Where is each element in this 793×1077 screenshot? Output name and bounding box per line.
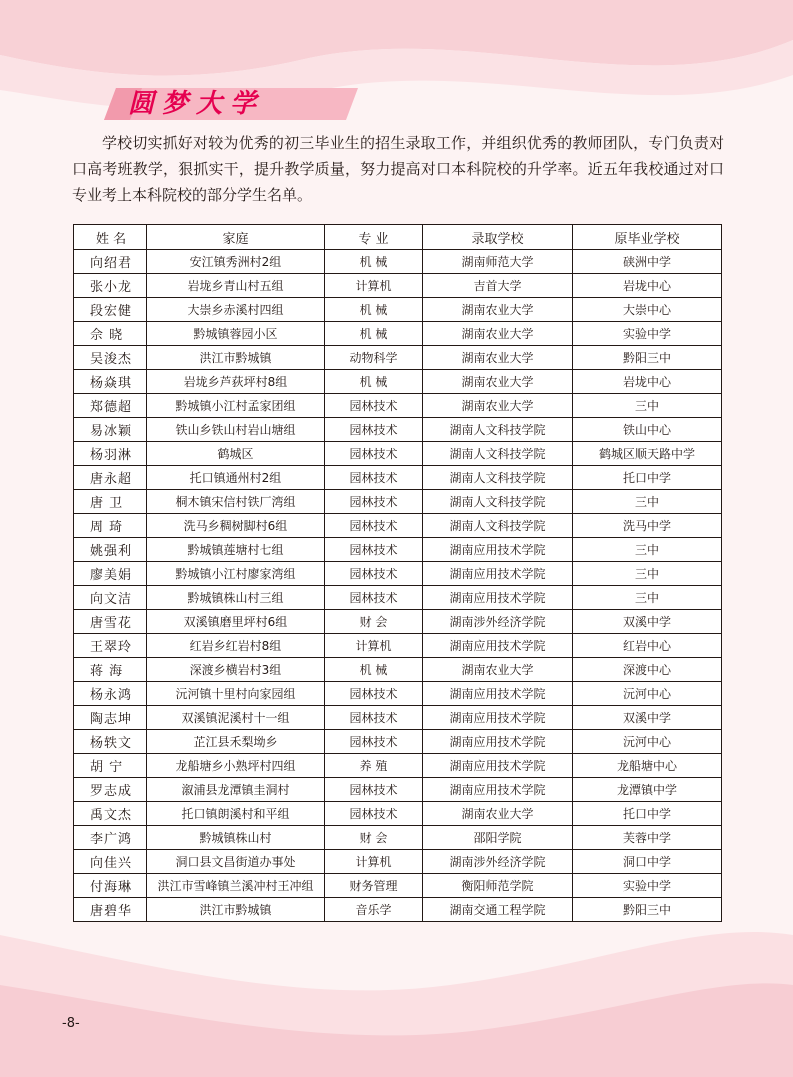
page-number: -8-	[62, 1016, 80, 1031]
cell-home: 芷江县禾梨坳乡	[147, 730, 325, 754]
header-name: 姓 名	[74, 225, 147, 250]
cell-graduated-school: 洞口中学	[573, 850, 722, 874]
cell-home: 双溪镇泥溪村十一组	[147, 706, 325, 730]
cell-name: 胡 宁	[74, 754, 147, 778]
cell-graduated-school: 三中	[573, 586, 722, 610]
table-row	[74, 418, 722, 442]
table-row	[74, 826, 722, 850]
cell-major: 机 械	[325, 322, 423, 346]
table-row	[74, 802, 722, 826]
cell-name: 陶志坤	[74, 706, 147, 730]
cell-admitted-school: 湖南人文科技学院	[423, 514, 573, 538]
cell-major: 财 会	[325, 826, 423, 850]
cell-graduated-school: 黔阳三中	[573, 346, 722, 370]
cell-home: 溆浦县龙潭镇圭洞村	[147, 778, 325, 802]
cell-admitted-school: 湖南交通工程学院	[423, 898, 573, 922]
cell-home: 黔城镇蓉园小区	[147, 322, 325, 346]
cell-graduated-school: 深渡中心	[573, 658, 722, 682]
cell-admitted-school: 湖南涉外经济学院	[423, 610, 573, 634]
table-row	[74, 298, 722, 322]
cell-graduated-school: 大崇中心	[573, 298, 722, 322]
cell-graduated-school: 双溪中学	[573, 706, 722, 730]
cell-home: 洞口县文昌街道办事处	[147, 850, 325, 874]
student-table	[73, 224, 722, 922]
cell-home: 黔城镇莲塘村七组	[147, 538, 325, 562]
cell-home: 黔城镇小江村孟家团组	[147, 394, 325, 418]
intro-paragraph: 学校切实抓好对较为优秀的初三毕业生的招生录取工作，并组织优秀的教师团队，专门负责对口高考班教学，狠抓实干，提升教学质量，努力提高对口本科院校的升学率。近五年我校通过对口专业考上本科院校的部分学生名单。	[72, 134, 724, 204]
cell-name: 唐雪花	[74, 610, 147, 634]
table-row	[74, 274, 722, 298]
table-row	[74, 394, 722, 418]
cell-graduated-school: 黔阳三中	[573, 898, 722, 922]
cell-admitted-school: 湖南人文科技学院	[423, 418, 573, 442]
cell-home: 桐木镇宋信村铁厂湾组	[147, 490, 325, 514]
cell-home: 洪江市黔城镇	[147, 898, 325, 922]
cell-admitted-school: 吉首大学	[423, 274, 573, 298]
table-row	[74, 706, 722, 730]
cell-graduated-school: 实验中学	[573, 322, 722, 346]
cell-name: 姚强利	[74, 538, 147, 562]
cell-major: 园林技术	[325, 490, 423, 514]
table-row	[74, 538, 722, 562]
cell-major: 机 械	[325, 658, 423, 682]
cell-major: 园林技术	[325, 466, 423, 490]
cell-name: 吴浚杰	[74, 346, 147, 370]
header-graduated-school: 原毕业学校	[573, 225, 722, 250]
cell-admitted-school: 邵阳学院	[423, 826, 573, 850]
cell-name: 杨羽淋	[74, 442, 147, 466]
table-row	[74, 682, 722, 706]
cell-graduated-school: 芙蓉中学	[573, 826, 722, 850]
cell-name: 向佳兴	[74, 850, 147, 874]
header-admitted-school: 录取学校	[423, 225, 573, 250]
cell-home: 沅河镇十里村向家园组	[147, 682, 325, 706]
cell-home: 双溪镇磨里坪村6组	[147, 610, 325, 634]
cell-name: 唐碧华	[74, 898, 147, 922]
cell-major: 园林技术	[325, 538, 423, 562]
cell-major: 机 械	[325, 298, 423, 322]
cell-major: 园林技术	[325, 730, 423, 754]
table-row	[74, 874, 722, 898]
cell-name: 易冰颖	[74, 418, 147, 442]
table-row	[74, 370, 722, 394]
cell-major: 机 械	[325, 370, 423, 394]
cell-home: 岩垅乡芦荻坪村8组	[147, 370, 325, 394]
cell-name: 张小龙	[74, 274, 147, 298]
cell-home: 铁山乡铁山村岩山塘组	[147, 418, 325, 442]
cell-major: 动物科学	[325, 346, 423, 370]
cell-home: 黔城镇株山村三组	[147, 586, 325, 610]
cell-graduated-school: 三中	[573, 490, 722, 514]
cell-graduated-school: 托口中学	[573, 466, 722, 490]
table-row	[74, 466, 722, 490]
cell-name: 周 琦	[74, 514, 147, 538]
cell-major: 园林技术	[325, 778, 423, 802]
cell-admitted-school: 湖南人文科技学院	[423, 466, 573, 490]
cell-graduated-school: 三中	[573, 538, 722, 562]
table-row	[74, 490, 722, 514]
cell-name: 王翠玲	[74, 634, 147, 658]
cell-name: 付海琳	[74, 874, 147, 898]
cell-admitted-school: 湖南应用技术学院	[423, 778, 573, 802]
cell-admitted-school: 湖南应用技术学院	[423, 754, 573, 778]
cell-graduated-school: 红岩中心	[573, 634, 722, 658]
cell-name: 杨轶文	[74, 730, 147, 754]
cell-graduated-school: 三中	[573, 394, 722, 418]
cell-admitted-school: 湖南应用技术学院	[423, 634, 573, 658]
cell-admitted-school: 湖南涉外经济学院	[423, 850, 573, 874]
cell-major: 园林技术	[325, 802, 423, 826]
cell-home: 洪江市黔城镇	[147, 346, 325, 370]
cell-graduated-school: 岩垅中心	[573, 274, 722, 298]
cell-major: 园林技术	[325, 418, 423, 442]
cell-home: 托口镇通州村2组	[147, 466, 325, 490]
cell-graduated-school: 洗马中学	[573, 514, 722, 538]
cell-name: 唐永超	[74, 466, 147, 490]
cell-major: 园林技术	[325, 682, 423, 706]
cell-home: 红岩乡红岩村8组	[147, 634, 325, 658]
cell-graduated-school: 托口中学	[573, 802, 722, 826]
cell-name: 禹文杰	[74, 802, 147, 826]
table-row	[74, 850, 722, 874]
table-body	[74, 250, 722, 922]
cell-name: 杨焱琪	[74, 370, 147, 394]
cell-name: 蒋 海	[74, 658, 147, 682]
cell-admitted-school: 湖南农业大学	[423, 322, 573, 346]
cell-major: 财 会	[325, 610, 423, 634]
cell-major: 计算机	[325, 850, 423, 874]
cell-home: 大崇乡赤溪村四组	[147, 298, 325, 322]
table-row	[74, 778, 722, 802]
cell-graduated-school: 铁山中心	[573, 418, 722, 442]
cell-admitted-school: 衡阳师范学院	[423, 874, 573, 898]
cell-admitted-school: 湖南农业大学	[423, 346, 573, 370]
table-row	[74, 730, 722, 754]
cell-admitted-school: 湖南农业大学	[423, 370, 573, 394]
cell-graduated-school: 三中	[573, 562, 722, 586]
cell-admitted-school: 湖南农业大学	[423, 394, 573, 418]
header-major: 专 业	[325, 225, 423, 250]
cell-name: 佘 晓	[74, 322, 147, 346]
cell-name: 向文洁	[74, 586, 147, 610]
cell-admitted-school: 湖南师范大学	[423, 250, 573, 274]
section-title: 圆梦大学	[128, 89, 265, 119]
cell-admitted-school: 湖南农业大学	[423, 658, 573, 682]
cell-major: 计算机	[325, 634, 423, 658]
cell-home: 托口镇朗溪村和平组	[147, 802, 325, 826]
table-row	[74, 898, 722, 922]
table-header-row	[74, 225, 722, 250]
cell-major: 园林技术	[325, 706, 423, 730]
cell-home: 洗马乡稠树脚村6组	[147, 514, 325, 538]
cell-admitted-school: 湖南应用技术学院	[423, 682, 573, 706]
table-row	[74, 658, 722, 682]
cell-admitted-school: 湖南农业大学	[423, 802, 573, 826]
cell-name: 李广鸿	[74, 826, 147, 850]
cell-name: 廖美娟	[74, 562, 147, 586]
table-row	[74, 634, 722, 658]
cell-home: 深渡乡横岩村3组	[147, 658, 325, 682]
cell-major: 园林技术	[325, 514, 423, 538]
cell-name: 杨永鸿	[74, 682, 147, 706]
cell-admitted-school: 湖南应用技术学院	[423, 586, 573, 610]
cell-graduated-school: 实验中学	[573, 874, 722, 898]
cell-graduated-school: 沅河中心	[573, 730, 722, 754]
cell-graduated-school: 双溪中学	[573, 610, 722, 634]
cell-home: 龙船塘乡小熟坪村四组	[147, 754, 325, 778]
cell-home: 岩垅乡青山村五组	[147, 274, 325, 298]
cell-admitted-school: 湖南人文科技学院	[423, 490, 573, 514]
table-row	[74, 586, 722, 610]
table-row	[74, 610, 722, 634]
cell-major: 园林技术	[325, 562, 423, 586]
cell-name: 郑德超	[74, 394, 147, 418]
cell-admitted-school: 湖南应用技术学院	[423, 706, 573, 730]
cell-graduated-school: 龙潭镇中学	[573, 778, 722, 802]
cell-admitted-school: 湖南农业大学	[423, 298, 573, 322]
cell-admitted-school: 湖南人文科技学院	[423, 442, 573, 466]
cell-major: 财务管理	[325, 874, 423, 898]
cell-admitted-school: 湖南应用技术学院	[423, 730, 573, 754]
cell-major: 园林技术	[325, 586, 423, 610]
table-row	[74, 442, 722, 466]
cell-home: 黔城镇株山村	[147, 826, 325, 850]
cell-admitted-school: 湖南应用技术学院	[423, 538, 573, 562]
cell-name: 向绍君	[74, 250, 147, 274]
cell-home: 黔城镇小江村廖家湾组	[147, 562, 325, 586]
header-home: 家庭	[147, 225, 325, 250]
table-row	[74, 514, 722, 538]
table-row	[74, 562, 722, 586]
table-row	[74, 322, 722, 346]
cell-home: 安江镇秀洲村2组	[147, 250, 325, 274]
cell-graduated-school: 沅河中心	[573, 682, 722, 706]
cell-admitted-school: 湖南应用技术学院	[423, 562, 573, 586]
cell-name: 罗志成	[74, 778, 147, 802]
cell-graduated-school: 硖洲中学	[573, 250, 722, 274]
cell-major: 机 械	[325, 250, 423, 274]
cell-graduated-school: 鹤城区顺天路中学	[573, 442, 722, 466]
cell-major: 音乐学	[325, 898, 423, 922]
cell-name: 唐 卫	[74, 490, 147, 514]
cell-home: 洪江市雪峰镇兰溪冲村王冲组	[147, 874, 325, 898]
cell-home: 鹤城区	[147, 442, 325, 466]
cell-major: 园林技术	[325, 394, 423, 418]
cell-major: 养 殖	[325, 754, 423, 778]
cell-major: 园林技术	[325, 442, 423, 466]
cell-major: 计算机	[325, 274, 423, 298]
table-row	[74, 346, 722, 370]
table-row	[74, 754, 722, 778]
cell-graduated-school: 岩垅中心	[573, 370, 722, 394]
cell-graduated-school: 龙船塘中心	[573, 754, 722, 778]
table-row	[74, 250, 722, 274]
cell-name: 段宏健	[74, 298, 147, 322]
